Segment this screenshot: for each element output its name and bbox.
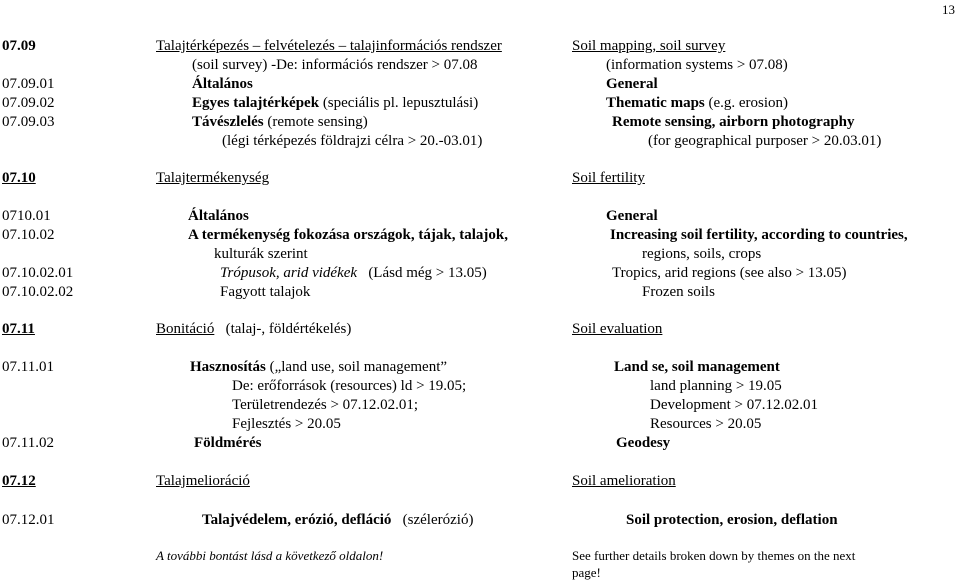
section-title-hu: Bonitáció (talaj-, földértékelés) (156, 321, 352, 337)
entry-note-hu: Fejlesztés > 20.05 (232, 416, 341, 432)
entry-note-hu: Területrendezés > 07.12.02.01; (232, 397, 419, 413)
entry-note-en: Resources > 20.05 (650, 416, 762, 432)
entry-en: General (606, 76, 658, 92)
entry-en: Frozen soils (642, 284, 715, 300)
entry-en: Soil protection, erosion, deflation (626, 512, 838, 528)
footer-note-en-2: page! (572, 565, 601, 580)
entry-code: 07.10.02.01 (2, 265, 74, 281)
section-title-en: Soil evaluation (572, 321, 663, 337)
entry-en: Remote sensing, airborn photography (612, 114, 855, 130)
entry-en: General (606, 208, 658, 224)
entry-code: 07.11.01 (2, 359, 54, 375)
entry-note-en: land planning > 19.05 (650, 378, 782, 394)
entry-hu: Trópusok, arid vidékek (Lásd még > 13.05) (220, 265, 487, 281)
entry-hu: Talajvédelem, erózió, defláció (szélerózió) (202, 512, 474, 528)
entry-code: 07.10.02.02 (2, 284, 74, 300)
entry-note-hu: (légi térképezés földrajzi célra > 20.-03.01) (222, 133, 483, 149)
section-code: 07.09 (2, 38, 36, 54)
section-title-hu: Talajtermékenység (156, 170, 270, 186)
entry-hu: Általános (188, 208, 249, 224)
section-title-en: Soil fertility (572, 170, 645, 186)
footer-note-hu: A további bontást lásd a következő oldalon! (156, 548, 384, 563)
section-title-en: Soil amelioration (572, 473, 676, 489)
entry-hu: A termékenység fokozása országok, tájak, talajok, (188, 227, 508, 243)
entry-en: Thematic maps (e.g. erosion) (606, 95, 789, 111)
entry-code: 07.09.01 (2, 76, 55, 92)
section-code: 07.11 (2, 321, 35, 337)
entry-note-en: regions, soils, crops (642, 246, 762, 262)
section-code: 07.10 (2, 170, 36, 186)
section-title-hu: Talajtérképezés – felvételezés – talajinformációs rendszer (156, 38, 502, 54)
entry-en: Increasing soil fertility, according to countries, (610, 227, 908, 243)
entry-hu: Távészlelés (remote sensing) (192, 114, 368, 130)
section-title-hu: Talajmelioráció (156, 473, 250, 489)
entry-code: 07.10.02 (2, 227, 55, 243)
entry-note-hu: kulturák szerint (214, 246, 308, 262)
entry-code: 07.12.01 (2, 512, 55, 528)
entry-note-en: Development > 07.12.02.01 (650, 397, 819, 413)
entry-en: Geodesy (616, 435, 671, 451)
entry-hu: Fagyott talajok (220, 284, 311, 300)
entry-hu: Hasznosítás („land use, soil management” (190, 359, 448, 375)
section-note-en: (information systems > 07.08) (606, 57, 788, 73)
entry-note-en: (for geographical purposer > 20.03.01) (648, 133, 882, 149)
page-number: 13 (942, 2, 955, 17)
section-code: 07.12 (2, 473, 36, 489)
entry-en: Tropics, arid regions (see also > 13.05) (612, 265, 847, 281)
entry-hu: Egyes talajtérképek (speciális pl. lepusztulási) (192, 95, 479, 111)
entry-hu: Földmérés (194, 435, 262, 451)
footer-note-en: See further details broken down by themes on the next (572, 548, 856, 563)
entry-code: 07.11.02 (2, 435, 54, 451)
entry-note-hu: De: erőforrások (resources) ld > 19.05; (232, 378, 467, 394)
section-title-en: Soil mapping, soil survey (572, 38, 726, 54)
entry-code: 07.09.03 (2, 114, 55, 130)
entry-code: 07.09.02 (2, 95, 55, 111)
section-note-hu: (soil survey) -De: információs rendszer > 07.08 (192, 57, 478, 73)
entry-en: Land se, soil management (614, 359, 780, 375)
entry-code: 0710.01 (2, 208, 51, 224)
entry-hu: Általános (192, 76, 253, 92)
